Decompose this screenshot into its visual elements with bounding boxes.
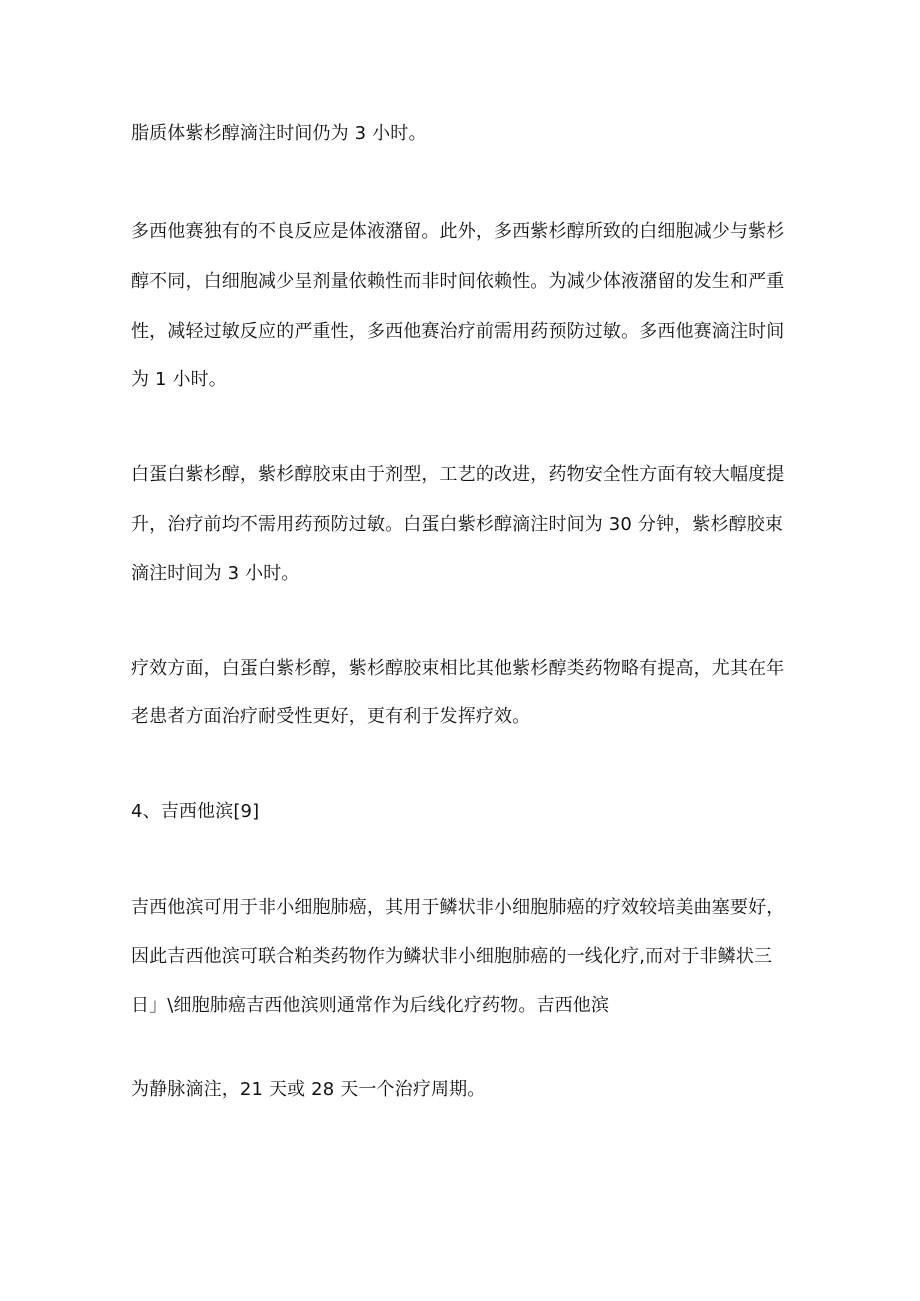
paragraph-6-line-3: 日」\细胞肺癌吉西他滨则通常作为后线化疗药物。吉西他滨 <box>131 995 610 1016</box>
paragraph-3-line-1: 白蛋白紫杉醇，紫杉醇胶束由于剂型，工艺的改进，药物安全性方面有较大幅度提 <box>131 464 785 485</box>
paragraph-2-line-4: 为 1 小时。 <box>131 369 227 390</box>
paragraph-1-line-1: 脂质体紫杉醇滴注时间仍为 3 小时。 <box>131 123 427 144</box>
paragraph-3-line-2: 升，治疗前均不需用药预防过敏。白蛋白紫杉醇滴注时间为 30 分钟，紫杉醇胶束 <box>131 514 784 535</box>
paragraph-3-line-3: 滴注时间为 3 小时。 <box>131 563 300 584</box>
section-heading: 4、吉西他滨[9] <box>131 801 260 822</box>
paragraph-2-line-3: 性，减轻过敏反应的严重性，多西他赛治疗前需用药预防过敏。多西他赛滴注时间 <box>131 321 785 342</box>
paragraph-6-line-1: 吉西他滨可用于非小细胞肺癌，其用于鳞状非小细胞肺癌的疗效较培美曲塞要好， <box>131 897 785 918</box>
paragraph-2-line-2: 醇不同，白细胞减少呈剂量依赖性而非时间依赖性。为减少体液潴留的发生和严重 <box>131 271 785 292</box>
paragraph-6-line-2: 因此吉西他滨可联合粕类药物作为鳞状非小细胞肺癌的一线化疗,而对于非鳞状三 <box>131 946 773 967</box>
paragraph-7-line-1: 为静脉滴注，21 天或 28 天一个治疗周期。 <box>131 1079 486 1100</box>
paragraph-4-line-1: 疗效方面，白蛋白紫杉醇，紫杉醇胶束相比其他紫杉醇类药物略有提高，尤其在年 <box>131 658 785 679</box>
paragraph-4-line-2: 老患者方面治疗耐受性更好，更有利于发挥疗效。 <box>131 706 531 727</box>
paragraph-2-line-1: 多西他赛独有的不良反应是体液潴留。此外，多西紫杉醇所致的白细胞减少与紫杉 <box>131 221 785 242</box>
